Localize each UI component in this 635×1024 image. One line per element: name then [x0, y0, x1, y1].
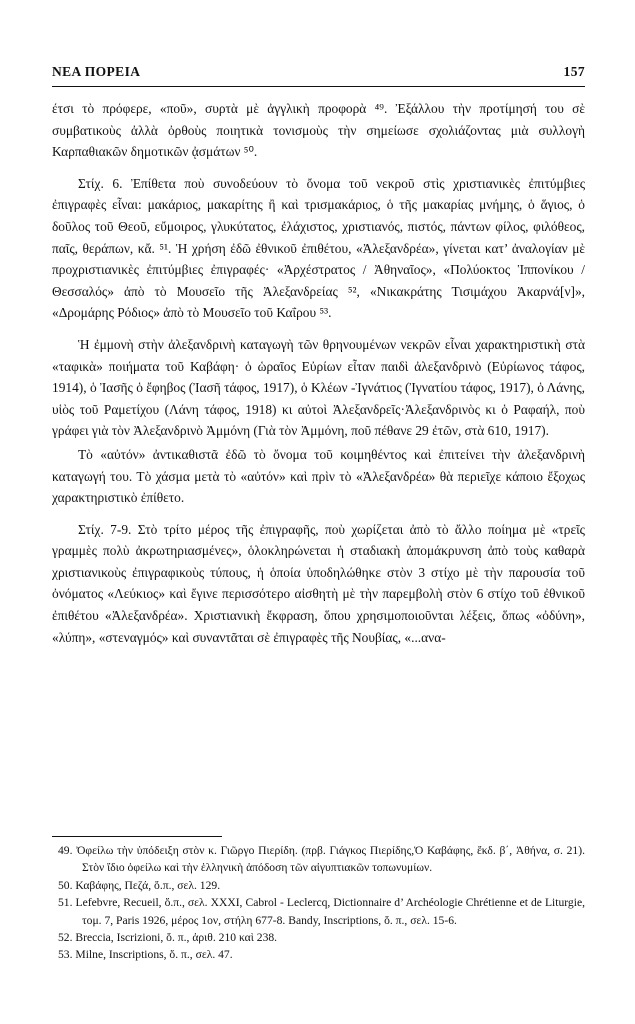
running-header [52, 64, 585, 80]
footnote [52, 877, 585, 894]
footnote-text: Καβάφης, Πεζά, ὅ.π., σελ. 129. [75, 878, 221, 892]
paragraph: Τὸ «αὐτόν» ἀντικαθιστᾶ ἐδῶ τὸ ὄνομα τοῦ κοιμηθέντος καὶ ἐπιτείνει τὴν ἀλεξανδρινὴ καταγωγή του. Τὸ χάσμα μετὰ τὸ «αὐτόν» καὶ πρὶν τὸ «Ἀλεξανδρέα» θὰ περιεῖχε κάποιο ἔξοχως χαρακτηριστικὸ ἐπίθετο. [52, 446, 585, 506]
header-rule [52, 86, 585, 87]
footnote-number: 53. [58, 948, 73, 962]
footnote [52, 894, 585, 929]
footnote-rule [52, 836, 222, 837]
footnote [52, 929, 585, 946]
paragraph: Ἡ ἐμμονὴ στὴν ἀλεξανδρινὴ καταγωγὴ τῶν θρηνουμένων νεκρῶν εἶναι χαρακτηριστικὴ στὰ «ταφικὰ» ποιήματα τοῦ Καβάφη· ὁ ὡραῖος Εὐρίων εἶταν παιδὶ ἀλεξανδρινὸ (Εὐρίωνος τάφος, 1914), ὁ Ἰασῆς ὁ ἔφηβος (Ἰασῆ τάφος, 1917), ὁ Κλέων -Ἰγνάτιος (Ἰγνατίου τάφος, 1917), ὁ Λάνης, υἱὸς τοῦ Ραμετίχου (Λάνη τάφος, 1918) κι αὐτοὶ Ἀλεξανδρεῖς·Ἀλεξανδρινὸς κι ὁ Ραφαήλ, ποὺ γράφει γιὰ τὸν Ἀλεξανδρινὸ Ἀμμόνη (Γιὰ τὸν Ἀμμόνη, ποῦ πέθανε 29 ἐτῶν, στὰ 610, 1917). [52, 336, 585, 439]
paragraph: έτσι τὸ πρόφερε, «ποῦ», συρτὰ μὲ ἀγγλικὴ προφορὰ ⁴⁹. Ἐξάλλου τὴν προτίμησή του σὲ συμβατικοὺς ἀλλὰ ὀρθοὺς ποιητικὰ τονισμοὺς τὴν σημείωσε σχολιάζοντας μιὰ συλλογὴ Καρπαθιακῶν δημοτικῶν ᾀσμάτων ⁵⁰. [52, 101, 585, 160]
journal-title: ΝΕΑ ΠΟΡΕΙΑ [52, 64, 141, 79]
main-text [52, 98, 585, 658]
footnote-text: Ὀφείλω τὴν ὑπόδειξη στὸν κ. Γιῶργο Πιερίδη. (πρβ. Γιάγκος Πιερίδης,Ὁ Καβάφης, ἔκδ. β΄, Ἀθήνα, σ. 21). Στὸν ἴδιο ὀφείλω καὶ τὴν ἑλληνικὴ ἀπόδοση τῶν αἰγυπτιακῶν τοπωνυμίων. [76, 844, 585, 875]
footnote-number: 51. [58, 896, 73, 910]
footnote-number: 49. [58, 844, 73, 857]
footnote-number: 50. [58, 878, 73, 892]
page-number: 157 [563, 64, 585, 79]
paragraph: Στίχ. 6. Ἐπίθετα ποὺ συνοδεύουν τὸ ὄνομα τοῦ νεκροῦ στὶς χριστιανικὲς ἐπιτύμβιες ἐπιγραφὲς εἶναι: μακάριος, μακαρίτης ἢ καὶ τρισμακάριος, ὁ τῆς μακαρίας μνήμης, ὁ ἅγιος, ὁ δοῦλος τοῦ Θεοῦ, εὔμοιρος, γλυκύτατος, ἐλάχιστος, χριστιανός, πιστός, πάντων φίλος, φιλόθεος, παῖς, θεράπων, κἄ. ⁵¹. Ἡ χρήση ἐδῶ ἐθνικοῦ ἐπιθέτου, «Ἀλεξανδρέα», γίνεται κατ’ ἀναλογίαν μὲ προχριστιανικὲς ἐπιτύμβιες ἐπιγραφές· «Ἀρχέστρατος / Ἀθηναῖος», «Πολύοκτος Ἱππονίκου / Θεσσαλός» ἀπὸ τὸ Μουσεῖο τῆς Ἀλεξανδρείας ⁵², «Νικακράτης Τισιμάχου Ἀκαρνά[ν]», «Δρομάρης Ρόδιος» ἀπὸ τὸ Μουσεῖο τοῦ Καΐρου ⁵³. [52, 175, 585, 321]
paragraph: Στίχ. 7-9. Στὸ τρίτο μέρος τῆς ἐπιγραφῆς, ποὺ χωρίζεται ἀπὸ τὸ ἄλλο ποίημα μὲ «τρεῖς γραμμὲς πολὺ ἀκρωτηριασμένες», ὁλοκληρώνεται ἡ σταδιακὴ ἀπομάκρυνση ἀπὸ τοὺς καθαρὰ χριστιανικοὺς ἐπιγραφικοὺς τύπους, ἡ ὁποία ὑποδηλώθηκε στὸν 3 στίχο μὲ τὴν παρουσία τοῦ ὀνόματος «Λεύκιος» καὶ ἔγινε περισσότερο αἰσθητὴ μὲ τὴν παρεμβολὴ στὸν 6 στίχο τοῦ ἐθνικοῦ ἐπιθέτου «Ἀλεξανδρέα». Χριστιανικὴ ἔκφραση, ὅπου χρησιμοποιοῦνται λέξεις, ὅπως «ὀδύνη», «λύπη», «στεναγμός» καὶ συναντᾶται σὲ ἐπιγραφὲς τῆς Νουβίας, «...ανα- [52, 521, 585, 645]
footnote-number: 52. [58, 931, 73, 945]
footnote-text: Milne, Inscriptions, ὅ. π., σελ. 47. [75, 948, 233, 962]
footnote [52, 946, 585, 963]
footnote [52, 842, 585, 877]
footnote-text: Breccia, Iscrizioni, ὅ. π., ἀριθ. 210 καὶ 238. [75, 931, 278, 945]
footnote-text: Lefebvre, Recueil, ὅ.π., σελ. XXXI, Cabrol - Leclercq, Dictionnaire d’ Archéologie Chrétienne et de Liturgie, τομ. 7, Paris 1926, μέρος 1ον, στήλη 677-8. Bandy, Inscriptions, ὅ. π., σελ. 15-6. [75, 896, 585, 927]
footnotes [52, 842, 585, 964]
